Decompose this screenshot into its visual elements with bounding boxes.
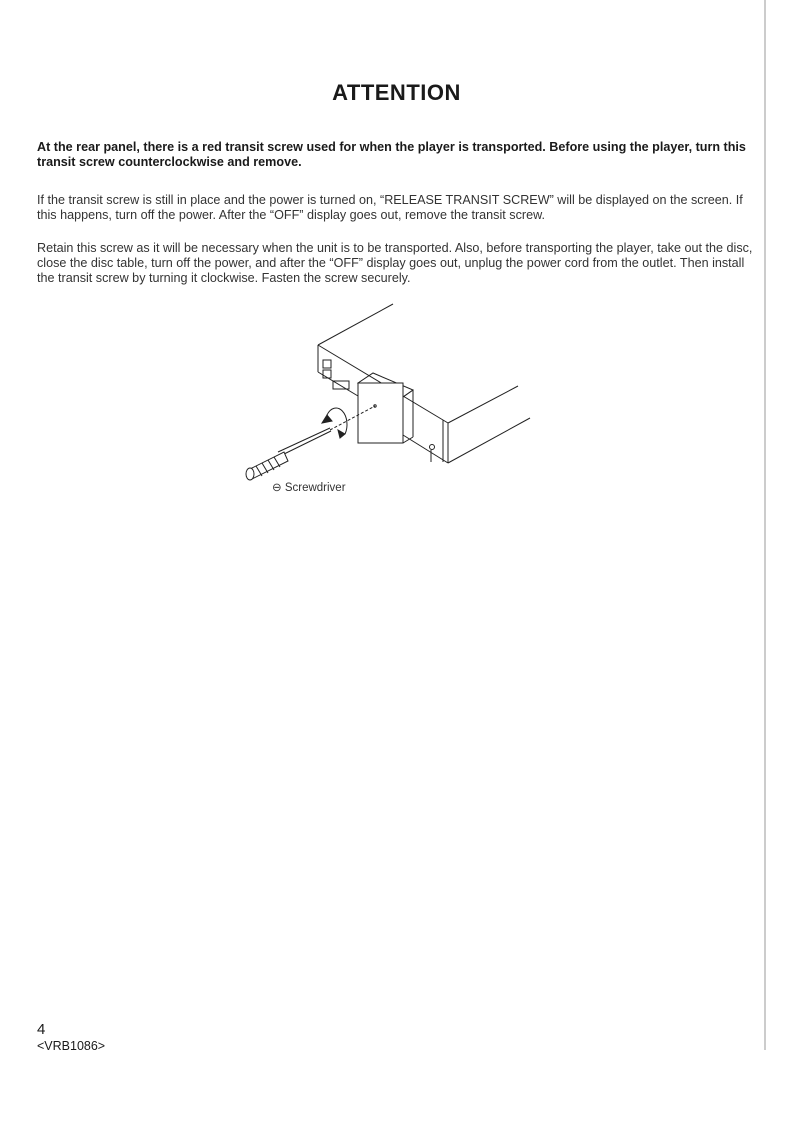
rear-connector	[323, 370, 331, 378]
document-code: <VRB1086>	[37, 1039, 106, 1053]
intro-warning: At the rear panel, there is a red transit screw used for when the player is transported. Before using the player, turn this transit screw counterclockwise and remove.	[37, 140, 746, 169]
rear-connector	[323, 360, 331, 368]
player-top-edge	[318, 304, 393, 345]
paragraph-retain-screw: Retain this screw as it will be necessary when the unit is to be transported. Also, before transporting the player, take out the disc, close the disc table, turn off the power, and after the “OFF” display goes out, unplug the power cord from the outlet. Then install the transit screw by turning it clockwise. Fasten the screw securely.	[37, 241, 753, 285]
screw-bracket-front	[358, 383, 403, 443]
hole	[430, 445, 435, 450]
page-number: 4	[37, 1021, 46, 1038]
screwdriver-caption: ⊖ Screwdriver	[272, 482, 346, 494]
screwdriver-shaft	[278, 428, 330, 452]
player-right-bottom-edge	[448, 418, 530, 463]
player-right-top-edge	[448, 386, 518, 423]
paragraph-release-screw: If the transit screw is still in place and the power is turned on, “RELEASE TRANSIT SCREW” will be displayed on the screen. If this happens, turn off the power. After the “OFF” display goes out, remove the transit screw.	[37, 193, 743, 222]
rear-panel-bottom-edge	[318, 372, 358, 396]
page-title: ATTENTION	[332, 80, 461, 105]
transit-screw-illustration	[0, 0, 793, 520]
